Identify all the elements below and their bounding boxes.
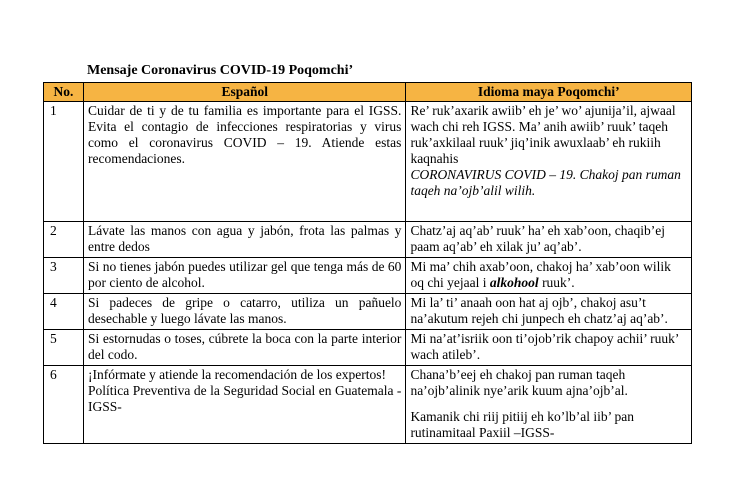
header-poqomchi: Idioma maya Poqomchi’ xyxy=(406,83,692,102)
poqomchi-text: Mi na’at’isriik oon ti’ojob’rik chapoy achii’ ruuk’ wach atileb’. xyxy=(406,330,692,366)
table-row xyxy=(44,258,692,294)
row-number: 1 xyxy=(44,102,84,222)
row-number: 4 xyxy=(44,294,84,330)
table-row xyxy=(44,366,692,444)
table-row xyxy=(44,294,692,330)
poqomchi-text-part: Chana’b’eej eh chakoj pan ruman taqeh na’ojb’alinik nye’arik kuum ajna’ojb’al. xyxy=(410,367,628,398)
poqomchi-text xyxy=(406,366,692,444)
poqomchi-text-part: Mi ma’ chih axab’oon, chakoj ha’ xab’oon wilik oq chi yejaal i xyxy=(410,259,671,290)
poqomchi-text-part: Kamanik chi riij pitiij eh ko’lb’al iib’ pan rutinamitaal Paxiil –IGSS- xyxy=(410,409,635,440)
spanish-text: Si estornudas o toses, cúbrete la boca con la parte interior del codo. xyxy=(83,330,405,366)
spanish-text xyxy=(83,366,405,444)
poqomchi-text-part: Re’ ruk’axarik awiib’ eh je’ wo’ ajunija’il, ajwaal wach chi reh IGSS. Ma’ anih awiib’ ruuk’ taqeh ruk’axkilaal ruuk’ jiq’inik awuxlaab’ eh rukiih kaqnahis xyxy=(410,103,676,166)
poqomchi-text: Chatz’aj aq’ab’ ruuk’ ha’ eh xab’oon, chaqib’ej paam aq’ab’ eh xilak ju’ aq’ab’. xyxy=(406,222,692,258)
poqomchi-text xyxy=(406,258,692,294)
row-number: 2 xyxy=(44,222,84,258)
row-number: 6 xyxy=(44,366,84,444)
spanish-text: Si no tienes jabón puedes utilizar gel que tenga más de 60 por ciento de alcohol. xyxy=(83,258,405,294)
row-number: 5 xyxy=(44,330,84,366)
spanish-text-part: Política Preventiva de la Seguridad Social en Guatemala -IGSS- xyxy=(87,383,402,414)
header-no: No. xyxy=(44,83,84,102)
spanish-text: Si padeces de gripe o catarro, utiliza un pañuelo desechable y luego lávate las manos. xyxy=(83,294,405,330)
table-row xyxy=(44,222,692,258)
document-title: Mensaje Coronavirus COVID-19 Poqomchi’ xyxy=(87,63,354,78)
table-row xyxy=(44,330,692,366)
spanish-text-part: ¡Infórmate y atiende la recomendación de los expertos! xyxy=(87,367,386,382)
poqomchi-text xyxy=(406,102,692,222)
spanish-text: Lávate las manos con agua y jabón, frota las palmas y entre dedos xyxy=(83,222,405,258)
spanish-text: Cuidar de ti y de tu familia es importante para el IGSS. Evita el contagio de infecciones respiratorias y virus como el coronavirus COVID – 19. Atiende estas recomendaciones. xyxy=(83,102,405,222)
table-header-row xyxy=(44,83,692,102)
header-spanish: Español xyxy=(83,83,405,102)
message-table xyxy=(43,82,692,444)
poqomchi-text: Mi la’ ti’ anaah oon hat aj ojb’, chakoj asu’t na’akutum rejeh chi junpech eh chatz’aj aq’ab’. xyxy=(406,294,692,330)
poqomchi-text-italic: CORONAVIRUS COVID – 19. Chakoj pan ruman taqeh na’ojb’alil wilih. xyxy=(410,167,681,198)
poqomchi-text-bold-italic: alkohool xyxy=(489,275,539,290)
table-row xyxy=(44,102,692,222)
row-number: 3 xyxy=(44,258,84,294)
poqomchi-text-part: ruuk’. xyxy=(538,275,575,290)
